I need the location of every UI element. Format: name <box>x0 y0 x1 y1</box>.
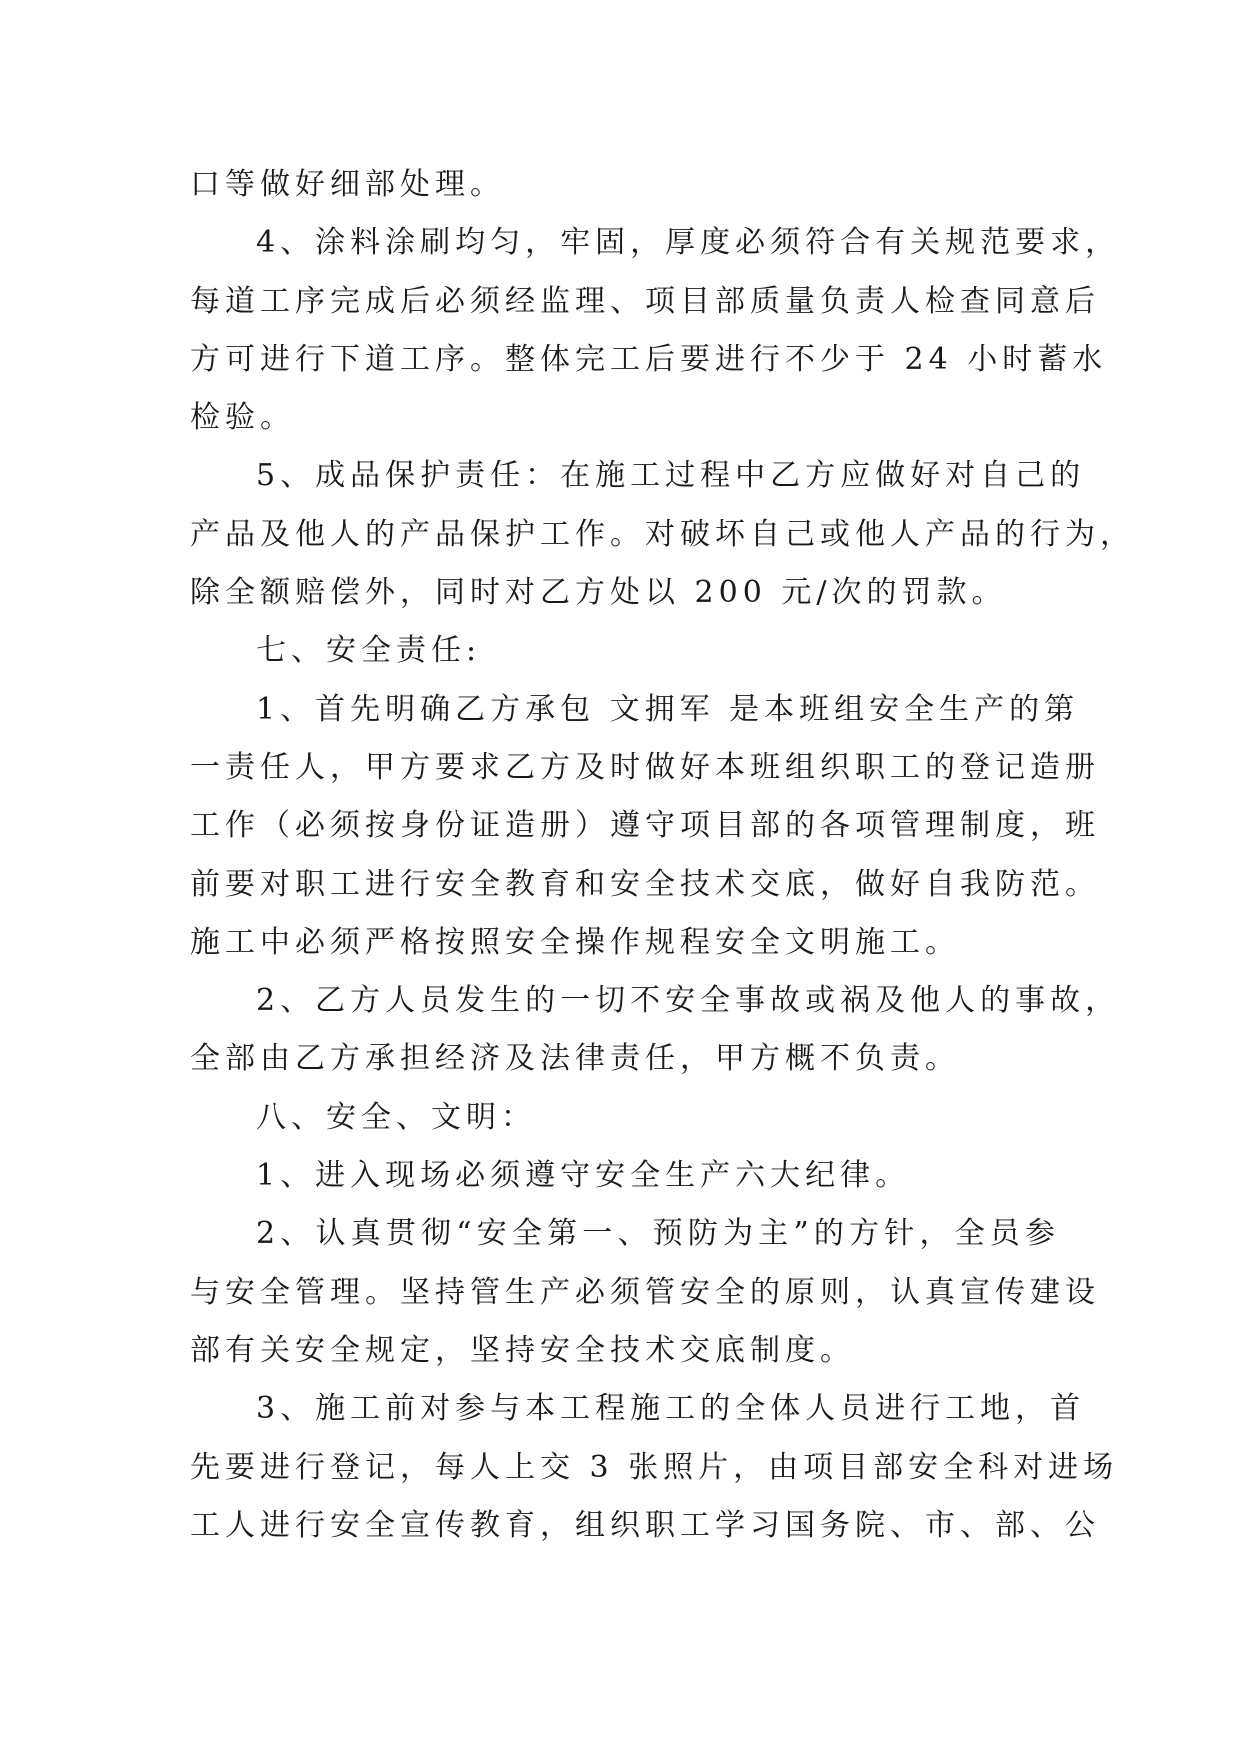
text-line: 1、首先明确乙方承包 文拥军 是本班组安全生产的第 <box>256 691 1080 727</box>
text-line: 口等做好细部处理。 <box>190 167 505 202</box>
text-line: 检验。 <box>190 400 295 436</box>
text-line: 八、安全、文明： <box>256 1099 536 1135</box>
text-line: 除全额赔偿外，同时对乙方处以 200 元/次的罚款。 <box>190 575 1007 611</box>
text-line: 全部由乙方承担经济及法律责任，甲方概不负责。 <box>190 1041 960 1077</box>
text-line: 先要进行登记，每人上交 3 张照片，由项目部安全科对进场 <box>190 1449 1119 1485</box>
text-line: 前要对职工进行安全教育和安全技术交底，做好自我防范。 <box>190 866 1100 902</box>
text-line: 5、成品保护责任：在施工过程中乙方应做好对自己的 <box>256 458 1086 494</box>
text-line: 工作（必须按身份证造册）遵守项目部的各项管理制度，班 <box>190 808 1100 844</box>
text-line: 七、安全责任: <box>256 633 482 669</box>
text-line: 产品及他人的产品保护工作。对破坏自己或他人产品的行为， <box>190 516 1135 552</box>
text-line: 工人进行安全宣传教育，组织职工学习国务院、市、部、公 <box>190 1507 1100 1543</box>
text-line: 与安全管理。坚持管生产必须管安全的原则，认真宣传建设 <box>190 1274 1100 1310</box>
text-line: 1、进入现场必须遵守安全生产六大纪律。 <box>256 1158 911 1194</box>
document-body <box>190 156 1135 1555</box>
text-line: 3、施工前对参与本工程施工的全体人员进行工地，首 <box>256 1391 1086 1427</box>
text-line: 2、乙方人员发生的一切不安全事故或祸及他人的事故， <box>256 983 1121 1019</box>
text-line: 施工中必须严格按照安全操作规程安全文明施工。 <box>190 924 960 960</box>
text-line: 一责任人，甲方要求乙方及时做好本班组织职工的登记造册 <box>190 749 1100 785</box>
text-line: 每道工序完成后必须经监理、项目部质量负责人检查同意后 <box>190 283 1100 319</box>
text-line: 4、涂料涂刷均匀，牢固，厚度必须符合有关规范要求， <box>256 225 1121 261</box>
text-line: 部有关安全规定，坚持安全技术交底制度。 <box>190 1332 855 1368</box>
text-line: 方可进行下道工序。整体完工后要进行不少于 24 小时蓄水 <box>190 341 1108 377</box>
text-line: 2、认真贯彻“安全第一、预防为主”的方针，全员参 <box>256 1216 1060 1252</box>
